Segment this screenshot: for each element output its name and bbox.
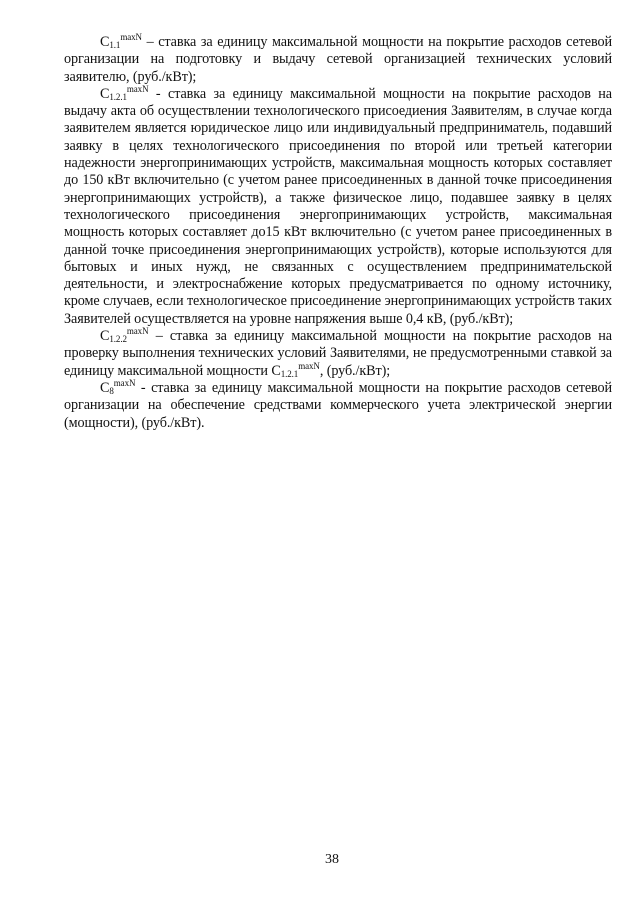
symbol-sub: 8 xyxy=(109,385,114,396)
paragraph-c122 xyxy=(64,328,612,380)
inline-symbol-c121 xyxy=(271,360,320,379)
symbol-base: C xyxy=(100,379,110,396)
symbol-sup: maxN xyxy=(113,377,136,388)
paragraph-c121 xyxy=(64,83,612,328)
paragraph-c8 xyxy=(64,377,612,432)
symbol-base: C xyxy=(271,362,281,379)
symbol-sub: 1.2.1 xyxy=(280,368,299,379)
document-page xyxy=(64,34,612,432)
symbol-base: C xyxy=(100,34,110,50)
symbol-c121 xyxy=(100,83,149,102)
paragraph-text: – ставка за единицу максимальной мощности на покрытие расходов на проверку выполнения технических условий Заявителями, не предусмотренными ставкой за единицу максимальной мощности xyxy=(64,328,612,379)
paragraph-text-after: , (руб./кВт); xyxy=(319,362,391,379)
paragraph-text: - ставка за единицу максимальной мощности на покрытие расходов сетевой организации на обеспечение средствами коммерческого учета электрической энергии (мощности), (руб./кВт). xyxy=(64,379,612,431)
symbol-sub: 1.2.1 xyxy=(109,91,127,102)
paragraph-c11 xyxy=(64,34,612,86)
symbol-sup: maxN xyxy=(120,32,142,42)
symbol-c122 xyxy=(100,328,149,344)
page-number: 38 xyxy=(325,852,339,867)
symbol-c8 xyxy=(100,377,136,396)
symbol-sup: maxN xyxy=(126,83,149,94)
symbol-sup: maxN xyxy=(126,326,149,337)
symbol-sub: 1.1 xyxy=(109,40,121,50)
symbol-base: C xyxy=(100,85,110,102)
symbol-sup: maxN xyxy=(298,360,320,371)
symbol-c11 xyxy=(100,34,142,50)
symbol-sub: 1.2.2 xyxy=(109,334,127,345)
paragraph-text: – ставка за единицу максимальной мощности на покрытие расходов сетевой организации на подготовку и выдачу сетевой организацией технических условий заявителю, (руб./кВт); xyxy=(64,34,612,85)
symbol-base: C xyxy=(100,328,110,345)
paragraph-text: - ставка за единицу максимальной мощности на покрытие расходов на выдачу акта об осуществлении технологического присоедиения Заявителям, в случае когда заявителем является юридическое лицо или индивидуальный предприниматель, подавший заявку в целях технологического присоединения по второй или третьей категории надежности энергопринимающих устройств, максимальная мощность которых составляет до 150 кВт включительно (с учетом ранее присоединенных в данной точке присоединения энергопринимающих устройств), а также физическое лицо, подавшее заявку в целях технологического присоединения энергопринимающих устройств, максимальная мощность которых составляет до15 кВт включительно (с учетом ранее присоединенных в данной точке присоединения энергопринимающих устройств), которые используются для бытовых и иных нужд, не связанных с осуществлением предпринимательской деятельности, и электроснабжение которых предусматривается по одному источнику, кроме случаев, если технологическое присоединение энергопринимающих устройств таких Заявителей осуществляется на уровне напряжения выше 0,4 кВ, (руб./кВт); xyxy=(64,85,612,327)
